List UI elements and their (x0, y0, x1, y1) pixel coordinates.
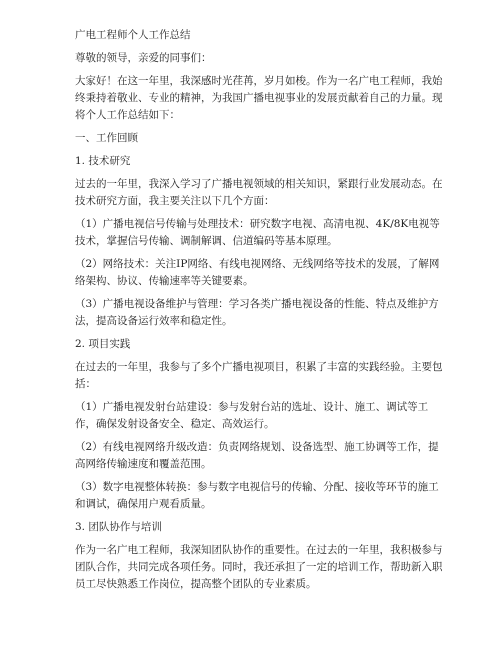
section-heading-review: 一、工作回顾 (75, 132, 138, 144)
subheading-project-practice: 2. 项目实践 (75, 338, 131, 350)
tech-research-item: （2）网络技术：关注IP网络、有线电视网络、无线网络等技术的发展，了解网络架构、协议、传输速率等关键要素。 (75, 258, 440, 287)
project-practice-paragraph: 在过去的一年里，我参与了多个广播电视项目，积累了丰富的实践经验。主要包括： (75, 361, 443, 390)
tech-research-item: （3）广播电视设备维护与管理：学习各类广播电视设备的性能、特点及维护方法，提高设备运行效率和稳定性。 (75, 298, 439, 327)
document-title: 广电工程师个人工作总结 (75, 29, 191, 41)
tech-research-item: （1）广播电视信号传输与处理技术：研究数字电视、高清电视、4K/8K电视等技术，掌握信号传输、调制解调、信道编码等基本原理。 (75, 218, 440, 247)
project-practice-item: （2）有线电视网络升级改造：负责网络规划、设备选型、施工协调等工作，提高网络传输速度和覆盖范围。 (75, 441, 439, 470)
intro-paragraph: 大家好！在这一年里，我深感时光荏苒，岁月如梭。作为一名广电工程师，我始终秉持着敬业、专业的精神，为我国广播电视事业的发展贡献着自己的力量。现将个人工作总结如下： (75, 75, 443, 121)
subheading-tech-research: 1. 技术研究 (75, 155, 131, 167)
subheading-teamwork-training: 3. 团队协作与培训 (75, 521, 162, 533)
teamwork-training-paragraph: 作为一名广电工程师，我深知团队协作的重要性。在过去的一年里，我积极参与团队合作，共同完成各项任务。同时，我还承担了一定的培训工作，帮助新入职员工尽快熟悉工作岗位，提高整个团队的专业素质。 (75, 544, 443, 590)
tech-research-paragraph: 过去的一年里，我深入学习了广播电视领域的相关知识，紧跟行业发展动态。在技术研究方面，我主要关注以下几个方面： (75, 178, 443, 207)
salutation: 尊敬的领导，亲爱的同事们： (75, 52, 212, 64)
project-practice-item: （3）数字电视整体转换：参与数字电视信号的传输、分配、接收等环节的施工和调试，确保用户观看质量。 (75, 481, 439, 510)
project-practice-item: （1）广播电视发射台站建设：参与发射台站的选址、设计、施工、调试等工作，确保发射设备安全、稳定、高效运行。 (75, 401, 429, 430)
document-body (75, 27, 447, 599)
